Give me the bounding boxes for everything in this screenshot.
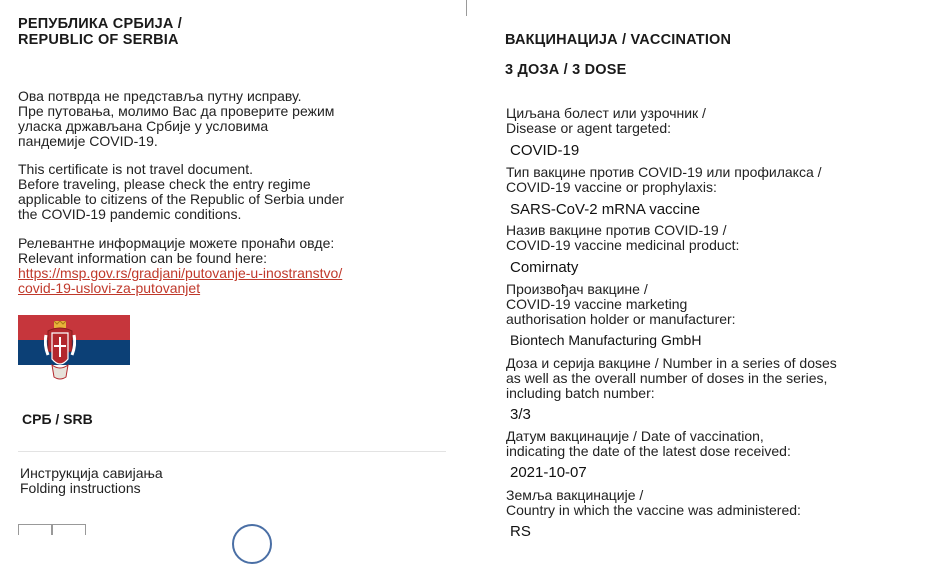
vaccination-title: ВАКЦИНАЦИЈА / VACCINATION (505, 32, 732, 48)
field-label-line: Доза и серија вакцине / Number in a series of doses (506, 355, 837, 371)
field-label-line: authorisation holder or manufacturer: (506, 311, 736, 327)
field-label (506, 356, 837, 401)
field-label-line: Disease or agent targeted: (506, 120, 671, 136)
field-label (506, 223, 739, 253)
fold-divider (466, 0, 467, 16)
section-separator (18, 451, 446, 452)
vaccine-type-value: SARS-CoV-2 mRNA vaccine (510, 201, 701, 218)
field-label-line: Назив вакцине против COVID-19 / (506, 222, 727, 238)
field-label-line: Country in which the vaccine was administered: (506, 502, 801, 518)
notice-en-line: applicable to citizens of the Republic of Serbia under (18, 191, 345, 207)
country-header-sr: РЕПУБЛИКА СРБИЈА / (18, 16, 182, 32)
field-label-line: COVID-19 vaccine or prophylaxis: (506, 179, 717, 195)
notice-en-line: This certificate is not travel document. (18, 161, 253, 177)
field-label-line: Датум вакцинације / Date of vaccination, (506, 428, 764, 444)
field-label-line: Циљана болест или узрочник / (506, 105, 706, 121)
dose-number-value: 3/3 (510, 406, 531, 423)
notice-sr-line: Ова потврда не представља путну исправу. (18, 88, 302, 104)
notice-en-line: the COVID-19 pandemic conditions. (18, 206, 242, 222)
vaccination-date-value: 2021-10-07 (510, 464, 587, 481)
field-label-line: indicating the date of the latest dose received: (506, 443, 791, 459)
field-label (506, 165, 822, 195)
dose-title: 3 ДОЗА / 3 DOSE (505, 62, 627, 78)
coat-of-arms-icon (44, 321, 76, 385)
field-label-line: including batch number: (506, 385, 655, 401)
field-label (506, 106, 706, 136)
relevant-info (18, 236, 342, 296)
field-label (506, 429, 791, 459)
msp-link-line1[interactable]: https://msp.gov.rs/gradjani/putovanje-u-inostranstvo/ (18, 265, 343, 281)
msp-link-line2[interactable]: covid-19-uslovi-za-putovanjet (18, 280, 201, 296)
country-header-en: REPUBLIC OF SERBIA (18, 32, 179, 48)
info-line-sr: Релевантне информације можете пронаћи овде: (18, 235, 335, 251)
vaccine-product-value: Comirnaty (510, 259, 579, 276)
notice-en (18, 162, 344, 222)
country-value: RS (510, 523, 531, 540)
field-label-line: COVID-19 vaccine marketing (506, 296, 688, 312)
manufacturer-value: Biontech Manufacturing GmbH (510, 332, 702, 348)
notice-sr-line: Пре путовања, молимо Вас да проверите режим (18, 103, 335, 119)
field-label-line: Произвођач вакцине / (506, 281, 648, 297)
field-label-line: Земља вакцинације / (506, 487, 644, 503)
notice-sr (18, 89, 334, 149)
fold-diagram-circle (232, 524, 272, 564)
notice-sr-line: пандемије COVID-19. (18, 133, 158, 149)
folding-label-en: Folding instructions (20, 480, 141, 496)
info-line-en: Relevant information can be found here: (18, 250, 268, 266)
serbia-flag (18, 315, 130, 389)
field-label-line: Тип вакцине против COVID-19 или профилакса / (506, 164, 822, 180)
field-label-line: as well as the overall number of doses in the series, (506, 370, 828, 386)
notice-en-line: Before traveling, please check the entry regime (18, 176, 311, 192)
country-code: СРБ / SRB (22, 411, 93, 427)
folding-label-sr: Инструкција савијања (20, 465, 163, 481)
notice-sr-line: уласка држављана Србије у условима (18, 118, 269, 134)
field-label-line: COVID-19 vaccine medicinal product: (506, 237, 740, 253)
disease-value: COVID-19 (510, 142, 580, 159)
folding-instructions (20, 466, 163, 496)
field-label (506, 282, 736, 327)
field-label (506, 488, 801, 518)
